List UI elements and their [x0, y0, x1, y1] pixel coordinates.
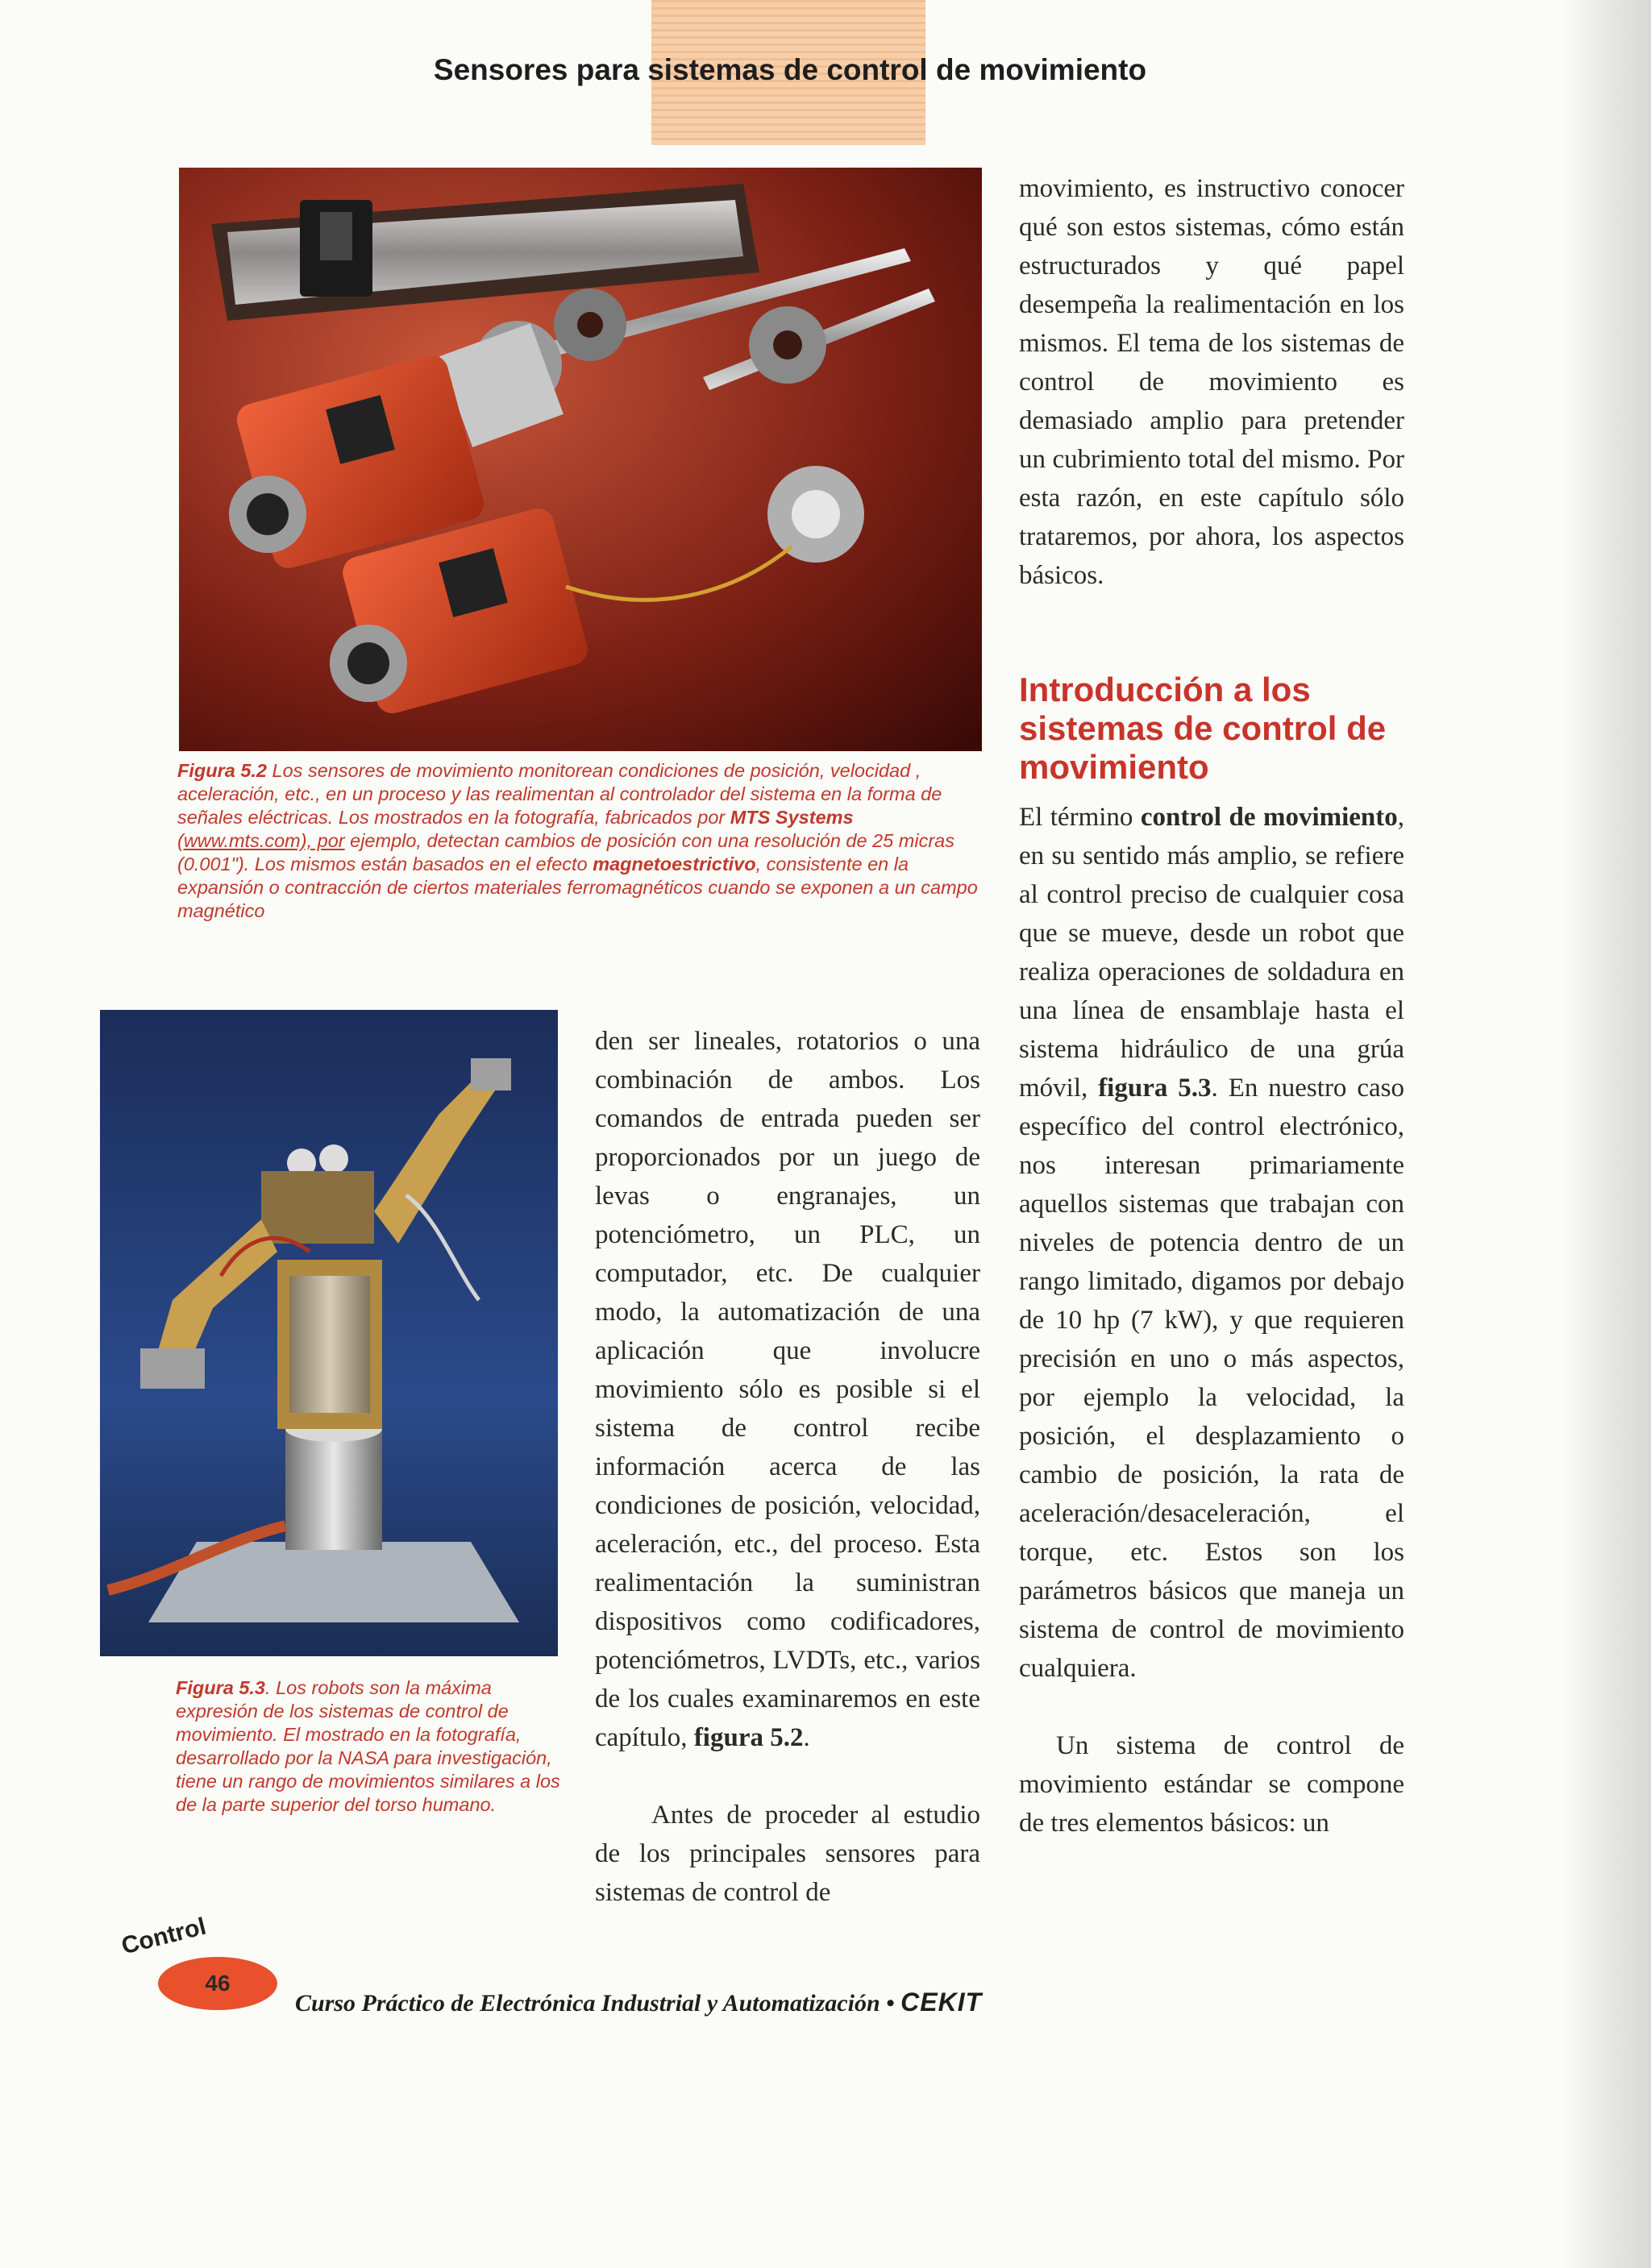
- figure-5-2-photo: [179, 168, 982, 751]
- figure-5-3-text: . Los robots son la máxima expresión de los sistemas de control de movimiento. El mostrado en la fotografía, desarrollado por la NASA para investigación, tiene un rango de movimientos similares a los de la parte superior del torso humano.: [176, 1677, 560, 1815]
- middle-p1-figure-ref: figura 5.2: [693, 1723, 804, 1752]
- right-column-paragraph-1: [1019, 798, 1404, 1688]
- footer-brand: CEKIT: [900, 1988, 983, 2017]
- figure-5-3-caption: [176, 1676, 563, 1817]
- middle-column-paragraph-2: Antes de proceder al estudio de los principales sensores para sistemas de control de: [595, 1801, 980, 1907]
- middle-p1-text-b: .: [803, 1723, 810, 1752]
- footer-course-text: Curso Práctico de Electrónica Industrial y Automatización •: [295, 1990, 895, 2017]
- right-p1-term: control de movimiento: [1140, 803, 1398, 832]
- right-column-top-paragraph: movimiento, es instructivo conocer qué son estos sistemas, cómo están estructurados y qué papel desempeña la realimentación en los mismos. El tema de los sistemas de control de movimiento es demasiado amplio para pretender un cubrimiento total del mismo. Por esta razón, en este capítulo sólo trataremos, por ahora, los aspectos básicos.: [1019, 174, 1404, 590]
- right-column-bottom: [1019, 798, 1404, 1842]
- figure-5-3-photo: [100, 1010, 558, 1656]
- right-column-top: [1019, 169, 1404, 595]
- section-heading: Introducción a los sistemas de control de movimiento: [1019, 671, 1387, 786]
- control-logo: Control: [119, 1913, 209, 1960]
- figure-5-2-caption: [177, 759, 984, 923]
- middle-column-paragraph-1: [595, 1022, 980, 1757]
- figure-5-2-label: Figura 5.2: [177, 760, 268, 781]
- right-column-paragraph-2: Un sistema de control de movimiento estándar se compone de tres elementos básicos: un: [1019, 1731, 1404, 1838]
- figure-5-2-text-a: Los sensores de movimiento monitorean condiciones de posición, velocidad , aceleración, etc., en un proceso y las realimentan al controlador del sistema en la forma de señales eléctricas. Los mostrados en la fotografía, fabricados por: [177, 760, 942, 828]
- right-p1-text-a: El término: [1019, 803, 1133, 832]
- page-number-badge: 46: [158, 1957, 277, 2010]
- figure-5-2-brand: MTS Systems: [730, 807, 854, 828]
- figure-5-2-term: magnetoestrictivo: [593, 854, 756, 874]
- page-edge-shadow: [1562, 0, 1651, 2268]
- right-p1-figure-ref: figura 5.3: [1098, 1074, 1212, 1103]
- middle-column: [595, 1022, 980, 1912]
- figure-5-2-url: (www.mts.com), por: [177, 830, 345, 851]
- figure-5-2-text-c: , consistente en la expansión o contracción de ciertos materiales ferromagnéticos cuando se exponen a un campo magnético: [177, 854, 978, 921]
- middle-p1-text-a: den ser lineales, rotatorios o una combinación de ambos. Los comandos de entrada pueden ser proporcionados por un juego de levas o engranajes, un potenciómetro, un PLC, un computador, etc. De cualquier modo, la automatización de una aplicación que involucre movimiento sólo es posible si el sistema de control recibe información acerca de las condiciones de posición, velocidad, aceleración, etc., del proceso. Esta realimentación la suministran dispositivos como codificadores, potenciómetros, LVDTs, etc., varios de los cuales examinaremos en este capítulo,: [595, 1027, 980, 1752]
- running-head-title: Sensores para sistemas de control de movimiento: [433, 53, 1147, 86]
- figure-5-2-text-b: ejemplo, detectan cambios de posición con una resolución de 25 micras (0.001"). Los mismos están basados en el efecto: [177, 830, 954, 874]
- right-p1-text-c: . En nuestro caso específico del control electrónico, nos interesan primariamente aquellos sistemas que trabajan con niveles de potencia dentro de un rango limitado, digamos por debajo de 10 hp (7 kW), y que requieren precisión en uno o más aspectos, por ejemplo la velocidad, la posición, el desplazamiento o cambio de posición, la rata de aceleración/desaceleración, el torque, etc. Estos son los parámetros básicos que maneja un sistema de control de movimiento cualquiera.: [1019, 1074, 1404, 1683]
- footer-course-title: [295, 1988, 982, 2017]
- figure-5-3-label: Figura 5.3: [176, 1677, 266, 1698]
- right-p1-text-b: , en su sentido más amplio, se refiere al control preciso de cualquier cosa que se mueve, desde un robot que realiza operaciones de soldadura en una línea de ensamblaje hasta el sistema hidráulico de una grúa móvil,: [1019, 803, 1405, 1103]
